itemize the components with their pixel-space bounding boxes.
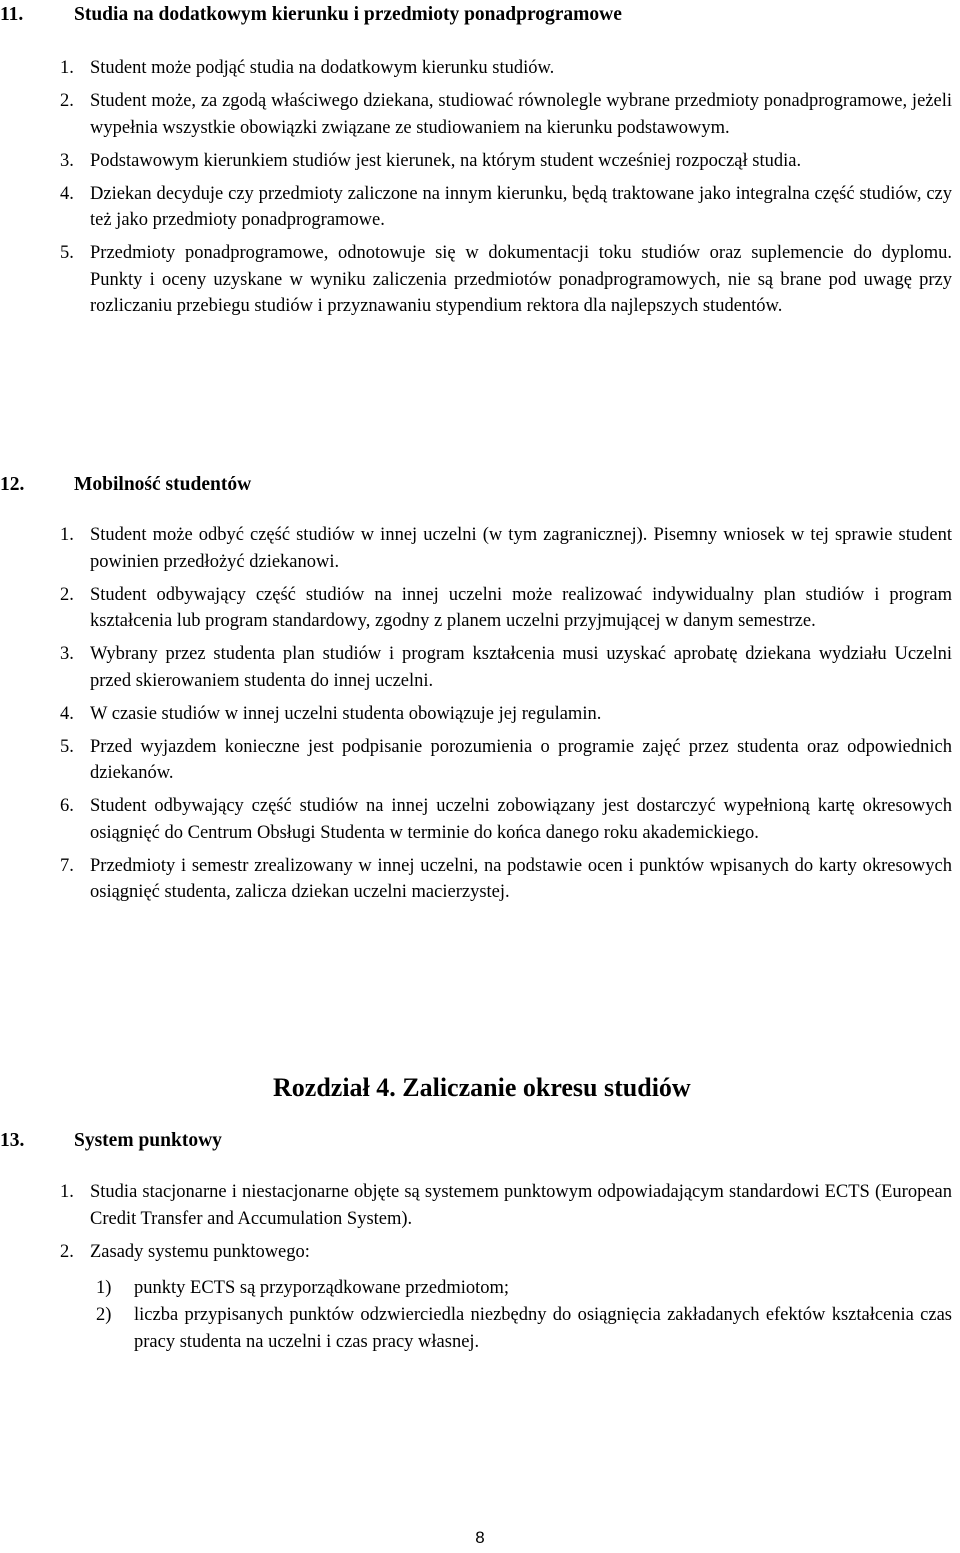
item-number: 7. — [60, 855, 74, 876]
item-number: 1. — [60, 1182, 74, 1202]
sub-list-item — [96, 1302, 952, 1356]
item-number: 4. — [60, 183, 74, 204]
item-number: 1. — [60, 58, 74, 78]
section-11-heading — [0, 2, 622, 28]
item-text: Przedmioty i semestr zrealizowany w innej uczelni, na podstawie ocen i punktów wpisanych do karty okresowych osiągnięć studenta, zalicza dziekan uczelni macierzystej. — [90, 855, 952, 902]
list-item — [60, 734, 952, 787]
item-number: 5. — [60, 243, 74, 263]
list-item — [60, 582, 952, 635]
item-number: 3. — [60, 644, 74, 664]
list-item — [60, 522, 952, 575]
list-item — [60, 55, 952, 82]
item-text: Studia stacjonarne i niestacjonarne objęte są systemem punktowym odpowiadającym standardowi ECTS (European Credit Transfer and Accumulation System). — [90, 1182, 952, 1229]
section-title: Studia na dodatkowym kierunku i przedmioty ponadprogramowe — [74, 4, 622, 25]
section-number: 11. — [0, 4, 24, 25]
section-12-heading — [0, 472, 251, 498]
chapter-heading: Rozdział 4. Zaliczanie okresu studiów — [273, 1073, 691, 1102]
item-text: Przedmioty ponadprogramowe, odnotowuje się w dokumentacji toku studiów oraz suplemencie do dyplomu. Punkty i oceny uzyskane w wyniku zaliczenia przedmiotów ponadprogramowych, nie są brane pod uwagę przy rozliczaniu przebiegu studiów i przyznawaniu stypendium rektora dla najlepszych studentów. — [90, 243, 952, 316]
section-13-list — [60, 1179, 952, 1272]
item-number: 1. — [60, 525, 74, 545]
list-item — [60, 1179, 952, 1232]
item-text: Podstawowym kierunkiem studiów jest kierunek, na którym student wcześniej rozpoczął studia. — [90, 150, 802, 171]
page-number: 8 — [475, 1528, 485, 1547]
item-text: Przed wyjazdem konieczne jest podpisanie porozumienia o programie zajęć przez studenta oraz odpowiednich dziekanów. — [90, 736, 952, 783]
item-text: liczba przypisanych punktów odzwierciedla niezbędny do osiągnięcia zakładanych efektów kształcenia czas pracy studenta na uczelni i czas pracy własnej. — [134, 1305, 952, 1352]
list-item — [60, 240, 952, 320]
item-text: Student odbywający część studiów na innej uczelni może realizować indywidualny plan studiów i program kształcenia lub program standardowy, zgodny z planem uczelni przyjmującej w danym semestrze. — [90, 584, 952, 631]
section-number: 13. — [0, 1130, 25, 1151]
item-text: Dziekan decyduje czy przedmioty zaliczone na innym kierunku, będą traktowane jako integralna część studiów, czy też jako przedmioty ponadprogramowe. — [90, 183, 952, 230]
list-item — [60, 1239, 952, 1266]
list-item — [60, 793, 952, 846]
list-item — [60, 853, 952, 906]
list-item — [60, 181, 952, 234]
list-item — [60, 88, 952, 141]
section-number: 12. — [0, 474, 25, 495]
item-number: 2) — [96, 1305, 112, 1325]
item-text: Zasady systemu punktowego: — [90, 1241, 310, 1262]
list-item — [60, 641, 952, 694]
list-item — [60, 148, 952, 175]
section-13-heading — [0, 1128, 222, 1154]
sub-list-item — [96, 1275, 952, 1302]
item-text: Student odbywający część studiów na innej uczelni zobowiązany jest dostarczyć wypełnioną kartę okresowych osiągnięć do Centrum Obsługi Studenta w terminie do końca danego roku akademickiego. — [90, 796, 952, 843]
section-title: Mobilność studentów — [74, 474, 252, 495]
item-text: W czasie studiów w innej uczelni studenta obowiązuje jej regulamin. — [90, 703, 602, 724]
list-item — [60, 701, 952, 728]
item-number: 3. — [60, 150, 74, 171]
section-13-sublist — [96, 1275, 952, 1356]
item-number: 6. — [60, 796, 74, 816]
item-number: 4. — [60, 703, 74, 724]
item-text: Student może odbyć część studiów w innej uczelni (w tym zagranicznej). Pisemny wniosek w tej sprawie student powinien przedłożyć dziekanowi. — [90, 525, 952, 572]
item-text: Student może, za zgodą właściwego dziekana, studiować równolegle wybrane przedmioty ponadprogramowe, jeżeli wypełnia wszystkie obowiązki związane ze studiowaniem na kierunku podstawowym. — [90, 91, 952, 138]
section-11-list — [60, 55, 952, 326]
item-number: 2. — [60, 91, 74, 111]
item-number: 2. — [60, 1241, 74, 1262]
item-text: Wybrany przez studenta plan studiów i program kształcenia musi uzyskać aprobatę dziekana wydziału Uczelni przed skierowaniem studenta do innej uczelni. — [90, 644, 952, 691]
item-number: 5. — [60, 736, 74, 757]
item-text: Student może podjąć studia na dodatkowym kierunku studiów. — [90, 58, 555, 78]
section-12-list — [60, 522, 952, 912]
item-text: punkty ECTS są przyporządkowane przedmiotom; — [134, 1278, 510, 1298]
item-number: 2. — [60, 584, 74, 605]
item-number: 1) — [96, 1278, 112, 1298]
section-title: System punktowy — [74, 1130, 222, 1151]
